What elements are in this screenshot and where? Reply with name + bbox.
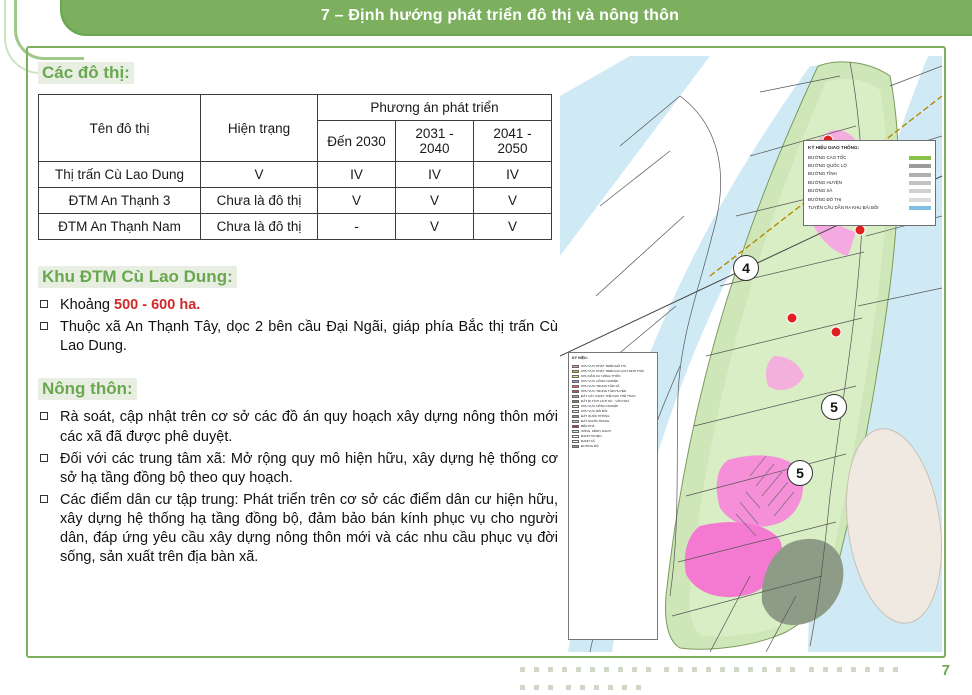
urban-development-table xyxy=(38,94,552,240)
legend-row xyxy=(572,444,654,449)
bullet-text-highlight: 500 - 600 ha. xyxy=(114,297,201,313)
table-header-period-2: 2031 - 2040 xyxy=(396,121,474,162)
legend-swatch-icon xyxy=(572,425,579,428)
legend-label: ĐƯỜNG BỘ xyxy=(581,443,599,448)
legend-label: KHU VỰC PHÁT TRIỂN DU LỊCH SINH THÁI xyxy=(581,368,644,373)
list-item xyxy=(38,318,558,356)
legend-row xyxy=(808,170,931,178)
map-marker-4[interactable]: 4 xyxy=(733,255,759,281)
legend-label: ĐẤT NGHĨA TRANG xyxy=(581,418,610,423)
legend-swatch-icon xyxy=(572,410,579,413)
legend-swatch-icon xyxy=(572,435,579,438)
legend-swatch-icon xyxy=(572,400,579,403)
cell-state: Chưa là đô thị xyxy=(201,214,318,240)
legend-label: ĐƯỜNG TỈNH xyxy=(808,171,837,177)
legend-label: ĐƯỜNG QUỐC LỘ xyxy=(808,163,847,169)
cell-p2: IV xyxy=(396,162,474,188)
table-header-plan-group: Phương án phát triển xyxy=(318,95,552,121)
legend-label: ĐẤT CÂY XANH, THỂ DỤC THỂ THAO xyxy=(581,393,636,398)
header-bar xyxy=(0,0,972,40)
map-legend-traffic xyxy=(803,140,936,226)
legend-swatch-icon xyxy=(572,370,579,373)
square-bullet-icon xyxy=(40,412,48,420)
legend-label: ĐƯỜNG HUYỆN xyxy=(808,179,842,185)
legend-label: SÔNG, KÊNH, RẠCH xyxy=(581,428,611,433)
rural-section-heading: Nông thôn: xyxy=(38,378,137,400)
cell-state: Chưa là đô thị xyxy=(201,188,318,214)
bullet-text-pre: Khoảng xyxy=(60,297,115,313)
cell-p3: V xyxy=(474,188,552,214)
cell-p2: V xyxy=(396,214,474,240)
footer-dot-decoration xyxy=(520,659,920,675)
urban-section-heading: Các đô thị: xyxy=(38,62,134,84)
cell-p2: V xyxy=(396,188,474,214)
legend-symbol-icon xyxy=(909,198,931,202)
cell-p3: IV xyxy=(474,162,552,188)
legend-label: TUYẾN CẦU DẪN RA KHU BÃI BỒI xyxy=(808,204,879,210)
legend-label: BẾN PHÀ xyxy=(581,423,595,428)
planning-map[interactable] xyxy=(560,56,942,652)
legend-label: RANH XÃ xyxy=(581,438,595,443)
legend-row xyxy=(808,204,931,212)
map-legend-landuse xyxy=(568,352,658,640)
legend-symbol-icon xyxy=(909,189,931,193)
table-row xyxy=(39,214,552,240)
cell-state: V xyxy=(201,162,318,188)
legend-swatch-icon xyxy=(572,420,579,423)
legend-swatch-icon xyxy=(572,365,579,368)
table-header-state: Hiện trạng xyxy=(201,95,318,162)
legend-swatch-icon xyxy=(572,405,579,408)
square-bullet-icon xyxy=(40,454,48,462)
cell-p1: V xyxy=(318,188,396,214)
legend-swatch-icon xyxy=(572,415,579,418)
table-header-period-1: Đến 2030 xyxy=(318,121,396,162)
map-marker-5-lower[interactable]: 5 xyxy=(787,460,813,486)
cell-name: Thị trấn Cù Lao Dung xyxy=(39,162,201,188)
page-number: 7 xyxy=(941,662,950,679)
table-row xyxy=(39,188,552,214)
legend-label: KHU VỰC CÔNG NGHIỆP xyxy=(581,378,619,383)
khu-bullet-list xyxy=(38,296,558,356)
legend-label: KHU DÂN CƯ NÔNG THÔN xyxy=(581,373,621,378)
table-header-name: Tên đô thị xyxy=(39,95,201,162)
bullet-text: Các điểm dân cư tập trung: Phát triển trên cơ sở các điểm dân cư hiện hữu, xây dựng hệ thống hạ tầng đồng bộ, đảm bảo bán kính phục vụ cho người dân, đáp ứng yêu cầu xây dựng nông thôn mới và các nhu cầu phục vụ đời sống, sản xuất trên địa bàn xã. xyxy=(60,491,558,566)
rural-bullet-list xyxy=(38,408,558,567)
legend-label: KHU VỰC PHÁT TRIỂN ĐÔ THỊ xyxy=(581,363,626,368)
square-bullet-icon xyxy=(40,300,48,308)
bullet-text: Rà soát, cập nhật trên cơ sở các đồ án quy hoạch xây dựng nông thôn mới các xã đã được phê duyệt. xyxy=(60,409,558,445)
left-content-column xyxy=(38,62,558,570)
legend-label: ĐẤT QUỐC PHÒNG xyxy=(581,413,610,418)
legend-swatch-icon xyxy=(572,380,579,383)
legend-row xyxy=(808,196,931,204)
square-bullet-icon xyxy=(40,495,48,503)
legend-symbol-icon xyxy=(909,164,931,168)
list-item xyxy=(38,296,558,315)
legend-row xyxy=(808,154,931,162)
legend-swatch-icon xyxy=(572,390,579,393)
page-title: 7 – Định hướng phát triển đô thị và nông thôn xyxy=(320,7,680,24)
cell-p3: V xyxy=(474,214,552,240)
legend-label: KHU VỰC BÃI BỒI xyxy=(581,408,608,413)
legend-swatch-icon xyxy=(572,395,579,398)
legend-swatch-icon xyxy=(572,385,579,388)
legend-swatch-icon xyxy=(572,375,579,378)
cell-p1: IV xyxy=(318,162,396,188)
cell-name: ĐTM An Thạnh Nam xyxy=(39,214,201,240)
bullet-text: Đối với các trung tâm xã: Mở rộng quy mô hiện hữu, xây dựng hệ thống cơ sở hạ tầng đồng bộ theo quy hoạch. xyxy=(60,450,558,486)
bullet-text: Thuộc xã An Thạnh Tây, dọc 2 bên cầu Đại Ngãi, giáp phía Bắc thị trấn Cù Lao Dung. xyxy=(60,319,558,355)
list-item xyxy=(38,450,558,488)
legend-symbol-icon xyxy=(909,156,931,160)
cell-name: ĐTM An Thạnh 3 xyxy=(39,188,201,214)
legend-swatch-icon xyxy=(572,440,579,443)
legend-row xyxy=(808,162,931,170)
cell-p1: - xyxy=(318,214,396,240)
legend-swatch-icon xyxy=(572,430,579,433)
legend-symbol-icon xyxy=(909,181,931,185)
table-header-row-1 xyxy=(39,95,552,121)
legend-label: KHU VỰC TRUNG TÂM HUYỆN xyxy=(581,388,627,393)
legend-label: RANH HUYỆN xyxy=(581,433,602,438)
table-header-period-3: 2041 - 2050 xyxy=(474,121,552,162)
map-marker-5-upper[interactable]: 5 xyxy=(821,394,847,420)
list-item xyxy=(38,408,558,446)
legend-label: ĐẤT DI TÍCH LỊCH SỬ - VĂN HOÁ xyxy=(581,398,630,403)
table-row xyxy=(39,162,552,188)
legend-label: KHU VỰC NÔNG NGHIỆP xyxy=(581,403,619,408)
legend-symbol-icon xyxy=(909,173,931,177)
legend-row xyxy=(808,187,931,195)
legend-row xyxy=(808,179,931,187)
legend-label: ĐƯỜNG CAO TỐC xyxy=(808,154,847,160)
legend-label: ĐƯỜNG ĐÔ THỊ xyxy=(808,196,842,202)
khu-section-heading: Khu ĐTM Cù Lao Dung: xyxy=(38,266,237,288)
legend-swatch-icon xyxy=(572,445,579,448)
legend-label: ĐƯỜNG XÃ xyxy=(808,188,833,194)
legend-label: KHU VỰC TRUNG TÂM XÃ xyxy=(581,383,620,388)
legend-traffic-title: KÝ HIỆU GIAO THÔNG: xyxy=(808,145,860,150)
list-item xyxy=(38,491,558,568)
legend-landuse-title: KÝ HIỆU: xyxy=(572,356,588,360)
square-bullet-icon xyxy=(40,322,48,330)
legend-symbol-icon xyxy=(909,206,931,210)
